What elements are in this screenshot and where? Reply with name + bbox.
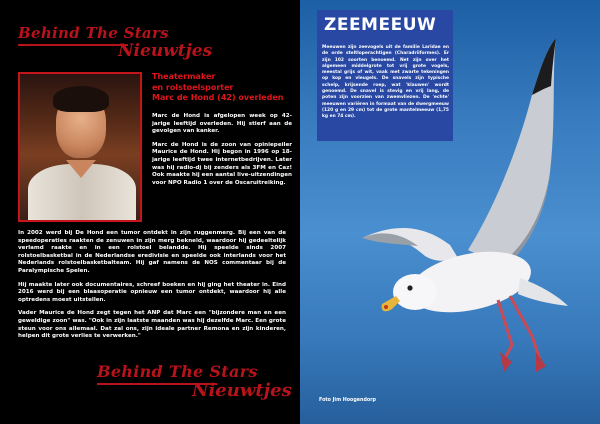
info-box: [317, 10, 453, 141]
photo-credit: Foto Jim Hoogendorp: [319, 398, 376, 403]
gull-leg-right: [510, 296, 540, 360]
masthead-subtitle: Nieuwtjes: [118, 41, 213, 61]
info-title: ZEEMEEUW: [324, 15, 437, 35]
portrait-photo: [18, 72, 142, 222]
gull-beak-spot: [384, 305, 388, 309]
paragraph: Hij maakte later ook documentaires, schreef boeken en hij ging het theater in. Eind 2016 werd bij een blaasoperatie opnieuw een tumor ontdekt, waardoor hij alle optredens moest uitstellen.: [18, 281, 286, 303]
masthead-divider: [18, 44, 128, 46]
article-headline: [152, 72, 292, 104]
lead-text: [152, 113, 292, 193]
footer-masthead-title: Behind The Stars: [97, 362, 258, 381]
info-text: Meeuwen zijn zeevogels uit de familie Laridae en de orde steltloperachtigen (Charadriiformes). Er zijn 102 soorten benoemd. Net zijn over het algemeen middelgrote tot vrij grote vogels, meestal grijs of wit, vaak met zwarte tekeningen op kop en vleugels. De snavels zijn typische schelp, krijsende roep, wat 'klauwen' wordt genoemd. De snavel is stevig en vrij lang, de poten zijn voorzien van zwemvliezen. De 'echte' meeuwen variëren in formaat van de dwergmeeuw (120 g en 29 cm) tot de grote mantelmeeuw (1,75 kg en 74 cm).: [322, 45, 449, 120]
gull-beak: [382, 296, 400, 311]
article-body: [18, 230, 286, 347]
paragraph: Vader Maurice de Hond zegt tegen het ANP dat Marc een "bijzondere man en een geweldige zoon" was. "Ook in zijn laatste maanden was hij dezelfde Marc. Een grote steun voor ons allemaal. Dat zal ons, zijn ideale partner Remona en zijn kinderen, helpen dit grote verlies te verwerken.": [18, 310, 286, 340]
headline-line: Marc de Hond (42) overleden: [152, 93, 284, 102]
photo-hair: [53, 86, 109, 112]
gull-head: [393, 274, 437, 310]
masthead: [18, 24, 218, 66]
headline-line: en rolstoelsporter: [152, 82, 234, 92]
right-page: [300, 0, 600, 424]
gull-foot-right: [536, 352, 546, 372]
gull-eye: [407, 285, 412, 290]
footer-masthead: [97, 362, 297, 406]
paragraph: In 2002 werd bij De Hond een tumor ontdekt in zijn ruggenmerg. Bij een van de speedoperaties raakten de zenuwen in zijn merg bekneld, waardoor hij gedeeltelijk verlamd raakte en in een rolstoel belandde. Hij speelde sinds 2007 rolstoelbasketbal in de Nederlandse eredivisie en speelde ook interlands voor het Nederlands rolstoelbasketbalteam. Hij gaf namens de NOS commentaar bij de Paralympische Spelen.: [18, 230, 286, 274]
footer-masthead-subtitle: Nieuwtjes: [192, 380, 292, 401]
masthead-title: Behind The Stars: [18, 24, 169, 42]
paragraph: Marc de Hond is afgelopen week op 42-jarige leeftijd overleden. Hij stierf aan de gevolgen van kanker.: [152, 113, 292, 135]
paragraph: Marc de Hond is de zoon van opiniepeiler Maurice de Hond. Hij begon in 1996 op 18-jarige leeftijd twee internetbedrijven. Later was hij radio-dj bij zenders als 3FM en Caz! Ook maakte hij een aantal live-uitzendingen voor NPO Radio 1 over de Oscaruitreiking.: [152, 141, 292, 186]
gull-tail: [518, 278, 568, 306]
gull-leg-left: [498, 300, 512, 358]
headline-line: Theatermaker: [152, 72, 216, 81]
